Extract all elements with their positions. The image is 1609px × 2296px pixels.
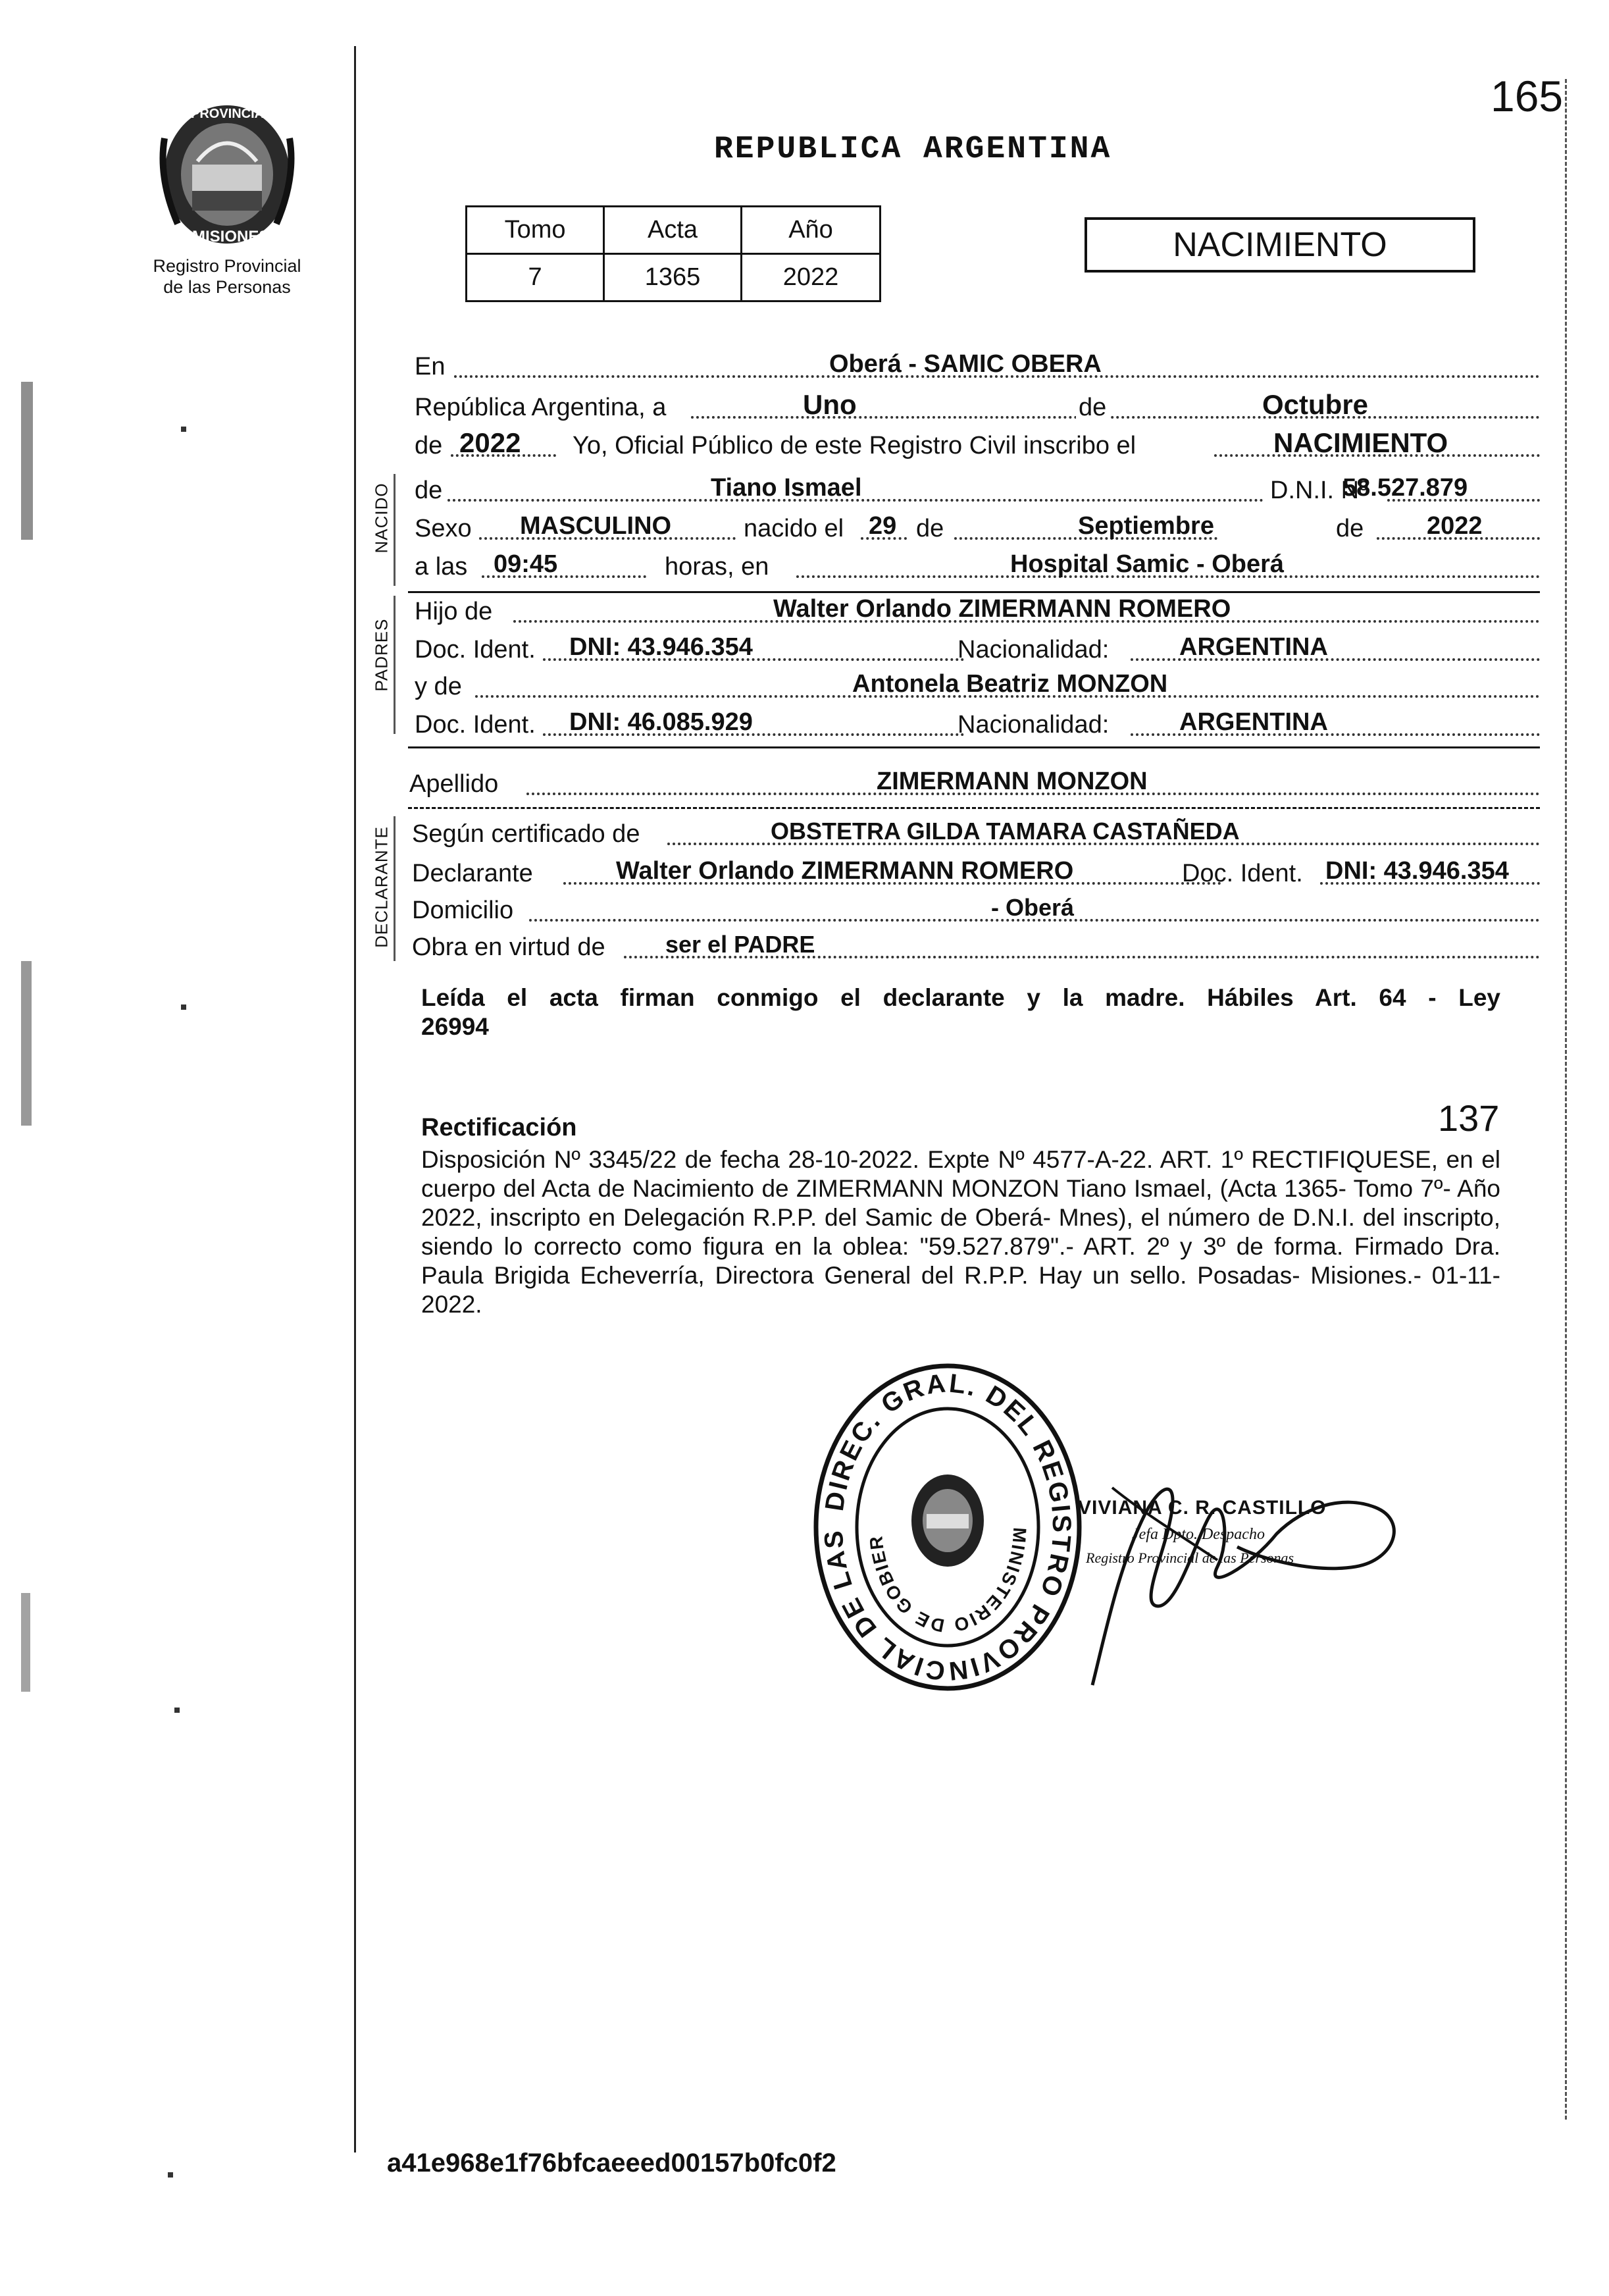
- label-domicilio: Domicilio: [412, 897, 514, 924]
- section-bracket-declarante: [394, 816, 396, 961]
- act-type-box: NACIMIENTO: [1085, 217, 1475, 273]
- right-margin-line: [1565, 79, 1567, 2120]
- row-declarante: [412, 856, 1540, 889]
- value-birth-month: Septiembre: [1078, 512, 1214, 540]
- rectificacion-body: Disposición Nº 3345/22 de fecha 28-10-2022. Expte Nº 4577-A-22. ART. 1º RECTIFIQUESE, en el cuerpo del Acta de Nacimiento de ZIMERMANN MONZON Tiano Ismael, (Acta 1365- Tomo 7º- Año 2022, inscripto en Delegación R.P.P. del Samic de Oberá- Mnes), el número de D.N.I. del inscripto, siendo lo correcto como figura en la oblea: "59.527.879".- ART. 2º y 3º de forma. Firmado Dra. Paula Brigida Echeverría, Directora General del R.P.P. Hay un sello. Posadas- Misiones.- 01-11-2022.: [421, 1146, 1500, 1318]
- section-bracket-padres: [394, 596, 396, 734]
- row-nacido-name: [415, 473, 1540, 506]
- label-horas: horas, en: [665, 553, 769, 581]
- section-bracket-nacido: [394, 474, 396, 586]
- province-logo: [151, 99, 303, 257]
- value-en: Oberá - SAMIC OBERA: [829, 350, 1102, 378]
- row-apellido: [409, 766, 1540, 799]
- value-time: 09:45: [494, 550, 558, 578]
- value-declarante-doc: DNI: 43.946.354: [1325, 857, 1509, 885]
- label-nacionalidad-father: Nacionalidad:: [958, 636, 1110, 664]
- label-nacido-el: nacido el: [744, 515, 844, 542]
- row-obra: [412, 929, 1540, 962]
- value-obra: ser el PADRE: [665, 931, 815, 958]
- logo-caption-line1: Registro Provincial: [153, 256, 301, 276]
- document-hash: a41e968e1f76bfcaeeed00157b0fc0f2: [387, 2149, 836, 2178]
- value-apellido: ZIMERMANN MONZON: [877, 768, 1148, 795]
- value-inscribe: NACIMIENTO: [1273, 427, 1448, 458]
- label-de-month: de: [1076, 392, 1109, 423]
- separator-apellido: [408, 807, 1540, 809]
- row-father-doc: [415, 632, 1540, 665]
- value-month: Octubre: [1262, 389, 1369, 420]
- page-number: 165: [1491, 72, 1564, 120]
- label-year-prefix: de: [415, 432, 443, 459]
- label-y-de: y de: [415, 673, 462, 700]
- signature-role: Jefa Dpto. Despacho: [1132, 1526, 1265, 1543]
- label-a-las: a las: [415, 553, 468, 581]
- label-doc-ident-father: Doc. Ident.: [415, 636, 536, 664]
- logo-text-bottom: MISIONES: [192, 228, 270, 246]
- signature: [1066, 1435, 1435, 1698]
- left-margin-line: [354, 46, 356, 2152]
- row-fecha: [415, 390, 1540, 423]
- registry-value-ano: 2022: [742, 254, 881, 301]
- label-nacionalidad-mother: Nacionalidad:: [958, 711, 1110, 739]
- label-en: En: [415, 353, 446, 380]
- closing-statement: [421, 983, 1500, 1041]
- registry-header-tomo: Tomo: [467, 207, 604, 254]
- document-title: REPUBLICA ARGENTINA: [714, 132, 1112, 167]
- value-father-nationality: ARGENTINA: [1179, 633, 1328, 661]
- scan-speck: [21, 382, 33, 540]
- signature-name: VIVIANA C. R. CASTILLO: [1078, 1497, 1327, 1519]
- registry-header-ano: Año: [742, 207, 881, 254]
- rectificacion-title: Rectificación: [421, 1114, 577, 1141]
- registry-value-acta: 1365: [604, 254, 742, 301]
- label-sexo: Sexo: [415, 515, 472, 542]
- value-mother-doc: DNI: 46.085.929: [569, 708, 753, 736]
- row-inscribe: [415, 428, 1540, 461]
- value-father-name: Walter Orlando ZIMERMANN ROMERO: [773, 595, 1231, 623]
- value-birth-year: 2022: [1427, 512, 1483, 540]
- scan-speck: [168, 2172, 173, 2178]
- closing-line2: 26994: [421, 1013, 489, 1040]
- value-sexo: MASCULINO: [520, 512, 672, 540]
- signature-org: Registro Provincial de las Personas: [1086, 1550, 1294, 1566]
- value-domicilio: - Oberá: [991, 894, 1075, 921]
- row-nacido-hora: [415, 549, 1540, 582]
- scan-speck: [174, 1708, 180, 1713]
- side-label-padres: PADRES: [371, 618, 392, 692]
- value-child-name: Tiano Ismael: [711, 474, 862, 502]
- label-apellido: Apellido: [409, 770, 499, 798]
- label-de-birth-month: de: [916, 515, 944, 542]
- value-place: Hospital Samic - Oberá: [1010, 550, 1285, 578]
- row-hijo-de: [415, 594, 1540, 627]
- row-mother-doc: [415, 707, 1540, 740]
- rectificacion-number: 137: [1438, 1097, 1500, 1139]
- logo-caption-line2: de las Personas: [163, 277, 291, 297]
- value-birth-day: 29: [869, 512, 897, 540]
- label-de-birth-year: de: [1336, 515, 1364, 542]
- registry-table-values: [467, 254, 881, 301]
- label-republica: República Argentina, a: [415, 394, 667, 421]
- value-father-doc: DNI: 43.946.354: [569, 633, 753, 661]
- value-mother-nationality: ARGENTINA: [1179, 708, 1328, 736]
- separator-padres: [408, 746, 1540, 748]
- official-stamp: [803, 1356, 1092, 1698]
- scan-speck: [181, 427, 186, 432]
- label-declarante: Declarante: [412, 860, 533, 887]
- stamp-inner-text: MINISTERIO DE GOBIER: [865, 1526, 1031, 1636]
- logo-text-top: PROVINCIA DE: [191, 107, 286, 121]
- value-year: 2022: [459, 427, 521, 458]
- value-certificado: OBSTETRA GILDA TAMARA CASTAÑEDA: [771, 818, 1240, 845]
- registry-table-header: [467, 207, 881, 254]
- row-certificado: [412, 816, 1540, 849]
- scan-speck: [21, 1593, 30, 1692]
- registry-value-tomo: 7: [467, 254, 604, 301]
- scan-speck: [21, 961, 32, 1126]
- separator-nacido: [408, 591, 1540, 593]
- value-declarante: Walter Orlando ZIMERMANN ROMERO: [616, 857, 1074, 885]
- side-label-nacido: NACIDO: [371, 483, 392, 554]
- label-inscribe: Yo, Oficial Público de este Registro Civil inscribo el: [573, 432, 1137, 459]
- label-certificado: Según certificado de: [412, 820, 640, 848]
- row-y-de: [415, 669, 1540, 702]
- value-mother-name: Antonela Beatriz MONZON: [852, 670, 1168, 698]
- label-hijo-de: Hijo de: [415, 598, 493, 625]
- label-de-name: de: [415, 477, 443, 504]
- scan-speck: [181, 1004, 186, 1010]
- value-day: Uno: [803, 389, 857, 420]
- registry-header-acta: Acta: [604, 207, 742, 254]
- side-label-declarante: DECLARANTE: [371, 826, 392, 948]
- stamp-outer-text: DIREC. GRAL. DEL REGISTRO PROVINCIAL DE LAS: [819, 1369, 1077, 1686]
- label-dni: D.N.I. Nº: [1270, 477, 1368, 504]
- row-nacido-sexo: [415, 511, 1540, 544]
- label-doc-ident-mother: Doc. Ident.: [415, 711, 536, 739]
- registry-table: [465, 205, 881, 302]
- label-obra: Obra en virtud de: [412, 933, 605, 961]
- label-doc-ident-declarante: Doc. Ident.: [1182, 860, 1303, 887]
- row-en: [415, 349, 1540, 382]
- closing-line1: Leída el acta firman conmigo el declarante y la madre. Hábiles Art. 64 - Ley: [421, 984, 1500, 1011]
- row-domicilio: [412, 893, 1540, 926]
- value-child-dni: 58.527.879: [1342, 474, 1468, 502]
- logo-caption: [125, 255, 329, 298]
